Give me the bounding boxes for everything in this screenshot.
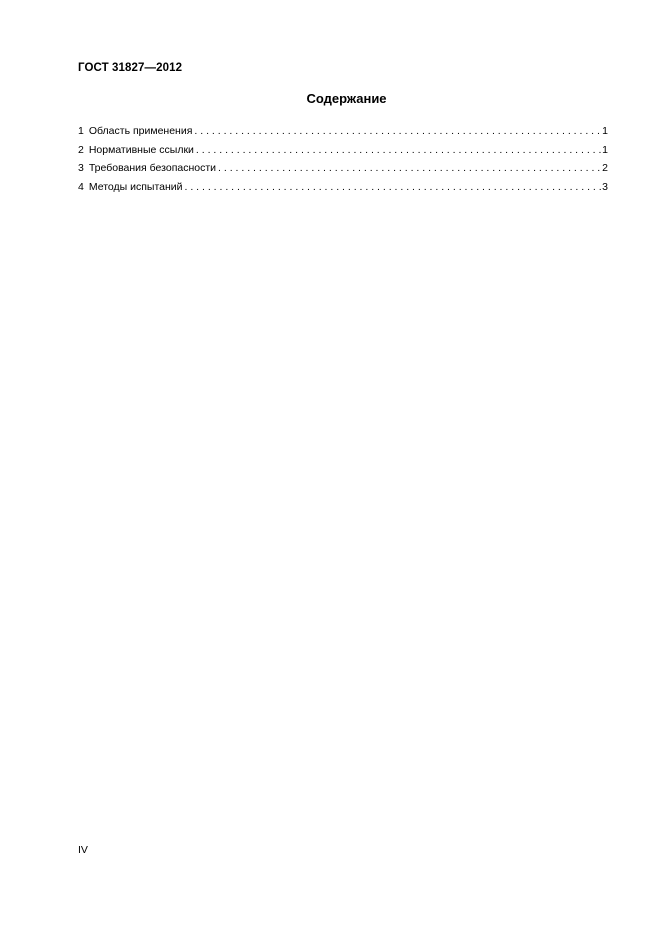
toc-dot-leader (196, 144, 601, 157)
toc-entry-page: 2 (602, 162, 608, 175)
toc-entry[interactable] (78, 162, 608, 181)
toc-entry-label: Требования безопасности (88, 162, 217, 175)
toc-entry-number: 1 (78, 125, 84, 137)
toc-entry[interactable] (78, 144, 608, 163)
toc-entry[interactable] (78, 181, 608, 200)
toc-dot-leader (185, 181, 602, 194)
toc-list (78, 125, 608, 200)
document-code-header: ГОСТ 31827—2012 (78, 62, 183, 74)
toc-entry[interactable] (78, 125, 608, 144)
toc-entry-label: Нормативные ссылки (88, 143, 194, 156)
toc-entry-number: 3 (78, 162, 84, 175)
toc-dot-leader (194, 125, 601, 138)
toc-entry-page: 1 (602, 143, 608, 156)
toc-dot-leader (218, 162, 601, 175)
page-number: IV (78, 844, 88, 856)
toc-entry-page: 3 (602, 181, 608, 194)
toc-title: Содержание (306, 91, 387, 106)
toc-entry-number: 2 (78, 143, 84, 156)
toc-entry-label: Область применения (88, 125, 193, 137)
toc-entry-label: Методы испытаний (88, 181, 183, 194)
toc-entry-number: 4 (78, 181, 84, 194)
toc-entry-page: 1 (602, 125, 608, 137)
